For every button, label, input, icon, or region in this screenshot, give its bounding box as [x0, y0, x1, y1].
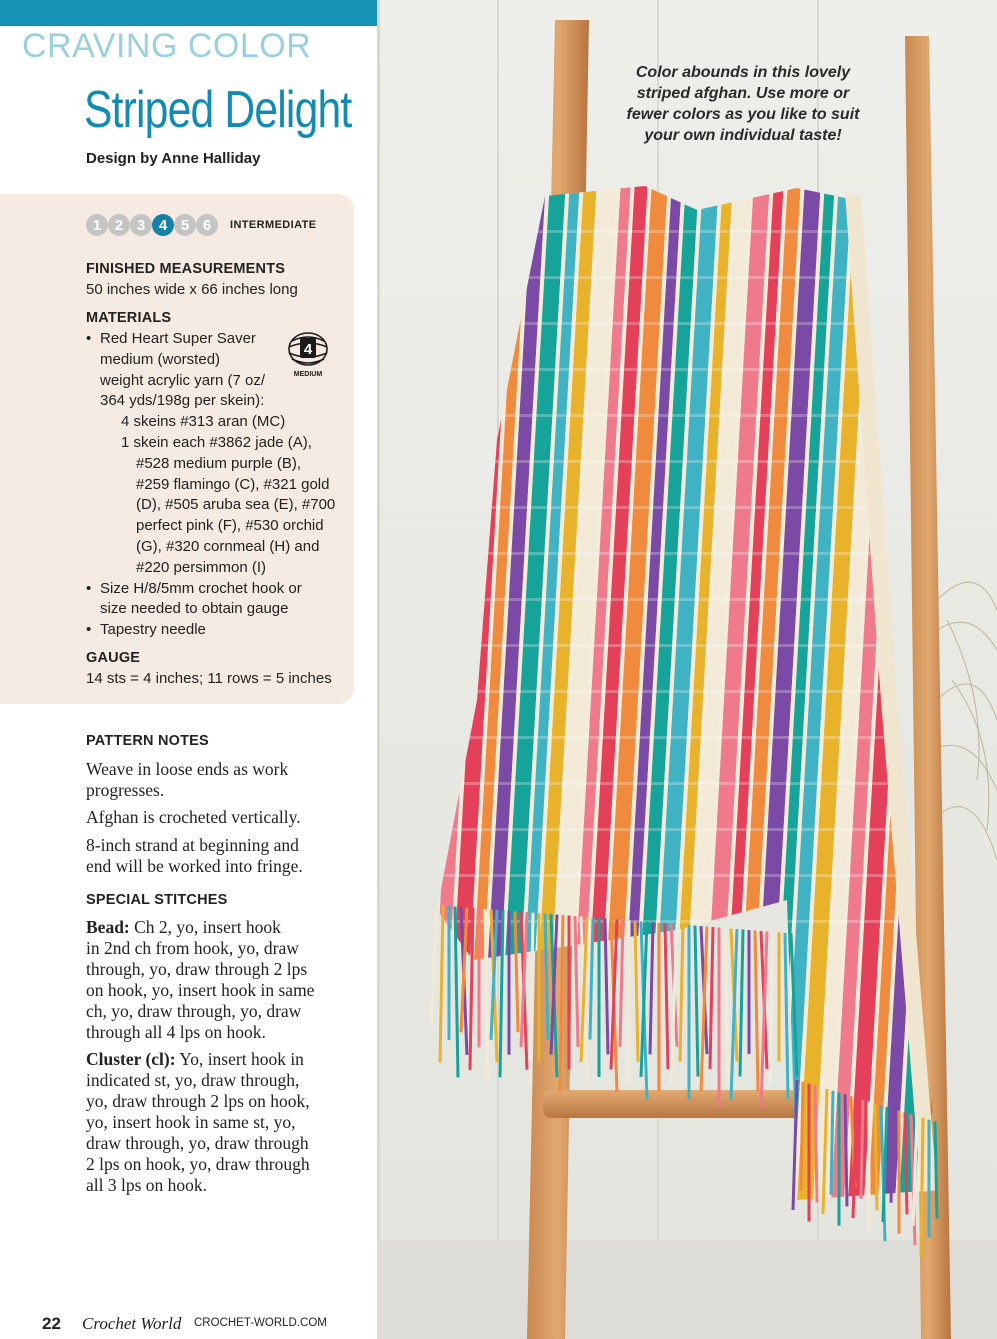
floor	[377, 1240, 997, 1339]
material-line: medium (worsted)	[100, 350, 221, 368]
fringe-strand	[831, 1091, 833, 1195]
material-line: size needed to obtain gauge	[100, 600, 289, 618]
fringe-strand	[891, 1109, 893, 1203]
yarn-weight-icon	[284, 329, 332, 379]
finished-heading: FINISHED MEASUREMENTS	[86, 261, 286, 277]
fringe-strand	[905, 1112, 907, 1214]
note-line: Weave in loose ends as work	[86, 759, 289, 779]
header-color-bar	[0, 0, 377, 26]
magazine-url: CROCHET-WORLD.COM	[194, 1317, 327, 1329]
pattern-title: Striped Delight	[84, 81, 352, 139]
material-line: #528 medium purple (B),	[136, 454, 302, 472]
material-line: 364 yds/198g per skein):	[100, 392, 265, 410]
bead-line: through all 4 lps on hook.	[86, 1022, 266, 1042]
bead-line	[86, 917, 281, 938]
cluster-line: all 3 lps on hook.	[86, 1175, 208, 1195]
bead-term: Bead:	[86, 917, 130, 937]
cluster-line: 2 lps on hook, yo, draw through	[86, 1154, 310, 1174]
note-line: end will be worked into fringe.	[86, 856, 303, 876]
page-number: 22	[42, 1314, 61, 1333]
bead-line: on hook, yo, insert hook in same	[86, 980, 315, 1000]
bead-line: in 2nd ch from hook, yo, draw	[86, 938, 299, 958]
fringe-strand	[845, 1094, 847, 1206]
cluster-term: Cluster (cl):	[86, 1049, 176, 1069]
finished-text: 50 inches wide x 66 inches long	[86, 281, 298, 298]
pattern-notes-heading: PATTERN NOTES	[86, 733, 209, 749]
fringe-strand	[935, 1121, 937, 1218]
fringe-strand	[861, 1100, 863, 1199]
cluster-text: Yo, insert hook in	[175, 1049, 304, 1069]
caption-line: your own individual taste!	[644, 127, 842, 144]
section-label: CRAVING COLOR	[22, 27, 312, 65]
bullet: •	[86, 330, 92, 347]
cluster-line	[86, 1049, 304, 1070]
yarn-weight-label: MEDIUM	[293, 371, 323, 378]
yarn-weight-number: 4	[303, 341, 313, 358]
note-line: Afghan is crocheted vertically.	[86, 807, 301, 827]
gauge-text: 14 sts = 4 inches; 11 rows = 5 inches	[86, 670, 332, 687]
material-line: #259 flamingo (C), #321 gold	[136, 475, 330, 493]
skill-label: INTERMEDIATE	[230, 219, 317, 231]
skill-dot: 5	[174, 214, 196, 236]
fringe-strand	[801, 1082, 803, 1191]
bead-line: ch, yo, draw through, yo, draw	[86, 1001, 302, 1021]
note-line: progresses.	[86, 780, 165, 800]
wall-panel-edge	[377, 0, 380, 1339]
bullet: •	[86, 621, 92, 639]
material-line: perfect pink (F), #530 orchid	[136, 517, 324, 535]
skill-dot: 6	[196, 214, 218, 236]
cluster-line: indicated st, yo, draw through,	[86, 1070, 300, 1090]
materials-heading: MATERIALS	[86, 310, 172, 326]
bead-line: through, yo, draw through 2 lps	[86, 959, 308, 979]
fringe-strand	[875, 1103, 877, 1210]
afghan-photo	[377, 0, 997, 1339]
row-shade	[417, 874, 977, 877]
gauge-heading: GAUGE	[86, 650, 141, 666]
material-line: Size H/8/5mm crochet hook or	[100, 579, 302, 597]
caption-line: fewer colors as you like to suit	[626, 106, 860, 123]
skill-dot: 1	[86, 214, 108, 236]
photo-caption	[610, 62, 876, 146]
note-line: 8-inch strand at beginning and	[86, 835, 299, 855]
special-stitches-heading: SPECIAL STITCHES	[86, 892, 228, 908]
bullet: •	[86, 579, 92, 597]
caption-line: striped afghan. Use more or	[636, 85, 850, 102]
designer-credit: Design by Anne Halliday	[86, 150, 261, 167]
row-shade	[417, 920, 977, 923]
material-line: Red Heart Super Saver	[100, 330, 256, 347]
cluster-line: yo, draw through 2 lps on hook,	[86, 1091, 310, 1111]
material-line: (D), #505 aruba sea (E), #700	[136, 496, 336, 514]
material-line: weight acrylic yarn (7 oz/	[100, 371, 266, 389]
material-line: 4 skeins #313 aran (MC)	[121, 413, 286, 431]
cluster-line: draw through, yo, draw through	[86, 1133, 309, 1153]
skill-dot: 3	[130, 214, 152, 236]
magazine-name: Crochet World	[82, 1314, 182, 1333]
material-line: Tapestry needle	[100, 621, 206, 639]
fringe-strand	[921, 1118, 923, 1257]
skill-dot-active: 4	[152, 214, 174, 236]
fringe-strand	[815, 1085, 817, 1202]
bead-text: Ch 2, yo, insert hook	[129, 917, 281, 937]
skill-dot: 2	[108, 214, 130, 236]
material-line: 1 skein each #3862 jade (A),	[121, 433, 312, 451]
material-line: #220 persimmon (I)	[136, 558, 267, 576]
skill-level	[86, 214, 316, 236]
caption-line: Color abounds in this lovely	[635, 64, 851, 81]
cluster-line: yo, insert hook in same st, yo,	[86, 1112, 296, 1132]
material-line: (G), #320 cornmeal (H) and	[136, 537, 320, 555]
